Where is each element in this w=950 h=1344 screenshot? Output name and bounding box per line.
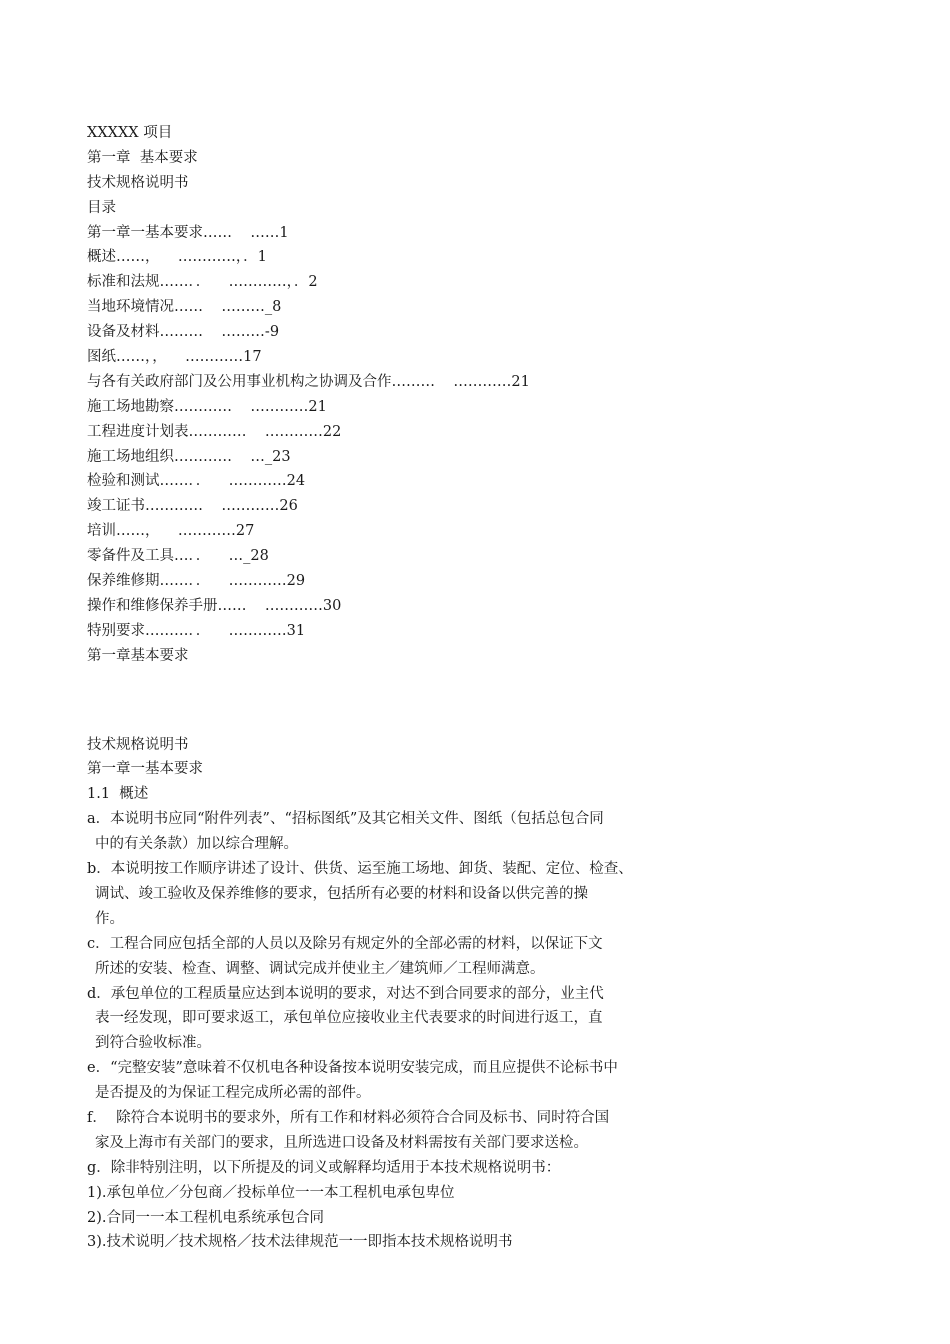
toc-entry[interactable]: 特别要求………．． …………31 xyxy=(87,622,306,639)
paragraph-line: b．本说明按工作顺序讲述了设计、供货、运至施工场地、卸货、装配、定位、检查、 xyxy=(87,861,633,878)
document-page xyxy=(87,121,877,1255)
definitions-list xyxy=(87,1181,877,1256)
definition-item: 2).合同一一本工程机电系统承包合同 xyxy=(87,1209,324,1226)
project-name: XXXXX 项目 xyxy=(87,125,173,141)
toc-entry[interactable]: 操作和维修保养手册…… …………30 xyxy=(87,597,342,614)
paragraph-line: f． 除符合本说明书的要求外，所有工作和材料必须符合合同及标书、同时符合国 xyxy=(87,1109,610,1126)
toc-entry[interactable]: 竣工证书………… …………26 xyxy=(87,498,298,515)
section-heading: 1.1 概述 xyxy=(87,786,149,803)
body-chapter: 第一章一基本要求 xyxy=(87,761,203,778)
paragraph-line: 作。 xyxy=(95,910,124,927)
toc-entry[interactable]: 设备及材料……… ………-9 xyxy=(87,324,280,341)
paragraph-a xyxy=(87,807,877,857)
toc-title: 目录 xyxy=(87,199,116,216)
toc-entry[interactable]: 保养维修期……．． …………29 xyxy=(87,573,306,590)
paragraph-line: 是否提及的为保证工程完成所必需的部件。 xyxy=(95,1085,371,1102)
toc-end-heading: 第一章基本要求 xyxy=(87,647,189,664)
toc-entry[interactable]: 零备件及工具…．． …_28 xyxy=(87,548,269,565)
paragraph-line: c．工程合同应包括全部的人员以及除另有规定外的全部必需的材料，以保证下文 xyxy=(87,935,603,952)
paragraph-line: 家及上海市有关部门的要求，且所选进口设备及材料需按有关部门要求送检。 xyxy=(95,1134,588,1151)
toc-entry[interactable]: 施工场地勘察………… …………21 xyxy=(87,398,327,415)
toc-entry[interactable]: 施工场地组织………… …_23 xyxy=(87,448,291,465)
paragraph-line: 到符合验收标准。 xyxy=(95,1035,211,1052)
paragraph-line: 所述的安装、检查、调整、调试完成并使业主／建筑师／工程师满意。 xyxy=(95,960,545,977)
paragraph-line: 表一经发现，即可要求返工，承包单位应接收业主代表要求的时间进行返工，直 xyxy=(95,1010,603,1027)
toc-entry[interactable]: 标准和法规……．． …………，．2 xyxy=(87,274,318,291)
paragraph-b xyxy=(87,857,877,932)
document-title: 技术规格说明书 xyxy=(87,174,189,191)
body-title: 技术规格说明书 xyxy=(87,736,189,753)
paragraph-line: g．除非特别注明，以下所提及的词义或解释均适用于本技术规格说明书： xyxy=(87,1159,561,1176)
definition-item: 1).承包单位／分包商／投标单位一一本工程机电承包卑位 xyxy=(87,1184,455,1201)
toc-entry[interactable]: 图纸……，， …………17 xyxy=(87,349,262,366)
paragraph-line: e．“完整安装”意味着不仅机电各种设备按本说明安装完成，而且应提供不论标书中 xyxy=(87,1060,618,1077)
toc-entry[interactable]: 当地环境情况…… ………_8 xyxy=(87,299,282,316)
toc-entry[interactable]: 检验和测试……．． …………24 xyxy=(87,473,306,490)
paragraph-g xyxy=(87,1156,877,1181)
paragraph-d xyxy=(87,982,877,1057)
paragraph-line: d．承包单位的工程质量应达到本说明的要求，对达不到合同要求的部分，业主代 xyxy=(87,985,604,1002)
chapter-heading: 第一章 基本要求 xyxy=(87,149,198,166)
paragraph-f xyxy=(87,1106,877,1156)
toc-entry[interactable]: 概述……， …………，．1 xyxy=(87,249,267,266)
paragraph-line: 中的有关条款）加以综合理解。 xyxy=(95,836,298,853)
toc-entry[interactable]: 与各有关政府部门及公用事业机构之协调及合作……… …………21 xyxy=(87,373,530,390)
definition-item: 3).技术说明／技术规格／技术法律规范一一即指本技术规格说明书 xyxy=(87,1234,513,1251)
toc-entry[interactable]: 第一章一基本要求…… ……1 xyxy=(87,224,289,241)
paragraph-e xyxy=(87,1056,877,1106)
toc-entry[interactable]: 工程进度计划表………… …………22 xyxy=(87,423,342,440)
table-of-contents xyxy=(87,221,877,644)
toc-entry[interactable]: 培训……， …………27 xyxy=(87,523,255,540)
paragraph-c xyxy=(87,932,877,982)
paragraph-line: 调试、竣工验收及保养维修的要求，包括所有必要的材料和设备以供完善的操 xyxy=(95,885,588,902)
paragraph-line: a．本说明书应同“附件列表”、“招标图纸”及其它相关文件、图纸（包括总包合同 xyxy=(87,811,604,828)
page-gap xyxy=(87,669,877,733)
